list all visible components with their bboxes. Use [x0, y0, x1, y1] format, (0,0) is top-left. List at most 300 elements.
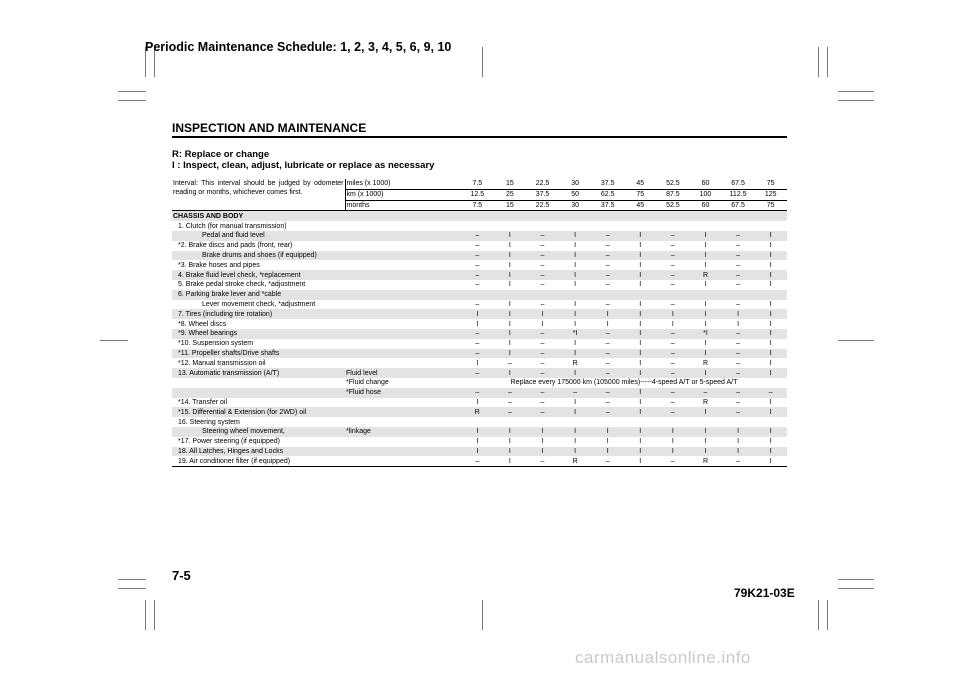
row-value	[559, 290, 592, 300]
row-value: I	[526, 447, 559, 457]
row-item: Steering wheel movement,	[172, 427, 345, 437]
interval-unit: km (x 1000)	[345, 189, 461, 200]
row-value	[494, 290, 527, 300]
row-value: R	[572, 359, 578, 367]
row-value: I	[541, 320, 544, 328]
row-value: –	[507, 398, 512, 406]
schedule-row	[172, 241, 787, 251]
row-value	[754, 417, 787, 427]
row-value: I	[754, 368, 787, 378]
row-value: R	[689, 270, 722, 280]
row-value: –	[526, 270, 559, 280]
row-value: I	[461, 309, 494, 319]
row-subitem	[345, 358, 461, 368]
row-value: I	[508, 281, 511, 289]
row-value: I	[624, 309, 657, 319]
row-value: I	[754, 407, 787, 417]
schedule-row	[172, 447, 787, 457]
row-subitem	[345, 319, 461, 329]
legend-replace: R: Replace or change	[172, 149, 270, 160]
crop-mark	[154, 600, 155, 630]
schedule-row	[172, 319, 787, 329]
schedule-row	[172, 290, 787, 300]
row-value	[624, 417, 657, 427]
row-value: I	[639, 438, 642, 446]
schedule-row	[172, 329, 787, 339]
row-item: *8. Wheel discs	[178, 320, 227, 328]
row-subitem	[345, 231, 461, 241]
row-item: 18. All Latches, Hinges and Locks	[172, 447, 345, 457]
row-value: I	[704, 281, 707, 289]
interval-value: 45	[624, 179, 657, 189]
schedule-row	[172, 300, 787, 310]
row-subitem	[345, 221, 461, 231]
crop-mark	[827, 600, 828, 630]
interval-value: 67.5	[722, 200, 755, 211]
row-value: –	[605, 261, 610, 269]
interval-value: 45	[624, 200, 657, 211]
crop-mark	[482, 600, 483, 630]
interval-value: 60	[689, 179, 722, 189]
row-value: –	[526, 231, 559, 241]
row-value: I	[606, 320, 609, 328]
row-value: –	[591, 270, 624, 280]
row-value: –	[461, 231, 494, 241]
row-value: –	[591, 349, 624, 359]
row-value: I	[754, 456, 787, 466]
row-value	[722, 221, 755, 231]
crop-mark	[838, 100, 874, 101]
row-value: I	[754, 447, 787, 457]
row-value: I	[704, 320, 707, 328]
row-value: I	[639, 340, 642, 348]
row-value: –	[722, 231, 755, 241]
row-value: I	[754, 329, 787, 339]
row-value: I	[541, 438, 544, 446]
section-rule	[172, 136, 787, 138]
row-item: *9. Wheel bearings	[172, 329, 345, 339]
row-value: I	[559, 447, 592, 457]
row-value: –	[722, 407, 755, 417]
legend	[172, 149, 434, 171]
page-number: 7-5	[172, 568, 191, 583]
row-value: I	[689, 427, 722, 437]
crop-mark	[118, 579, 146, 580]
row-value: –	[736, 242, 741, 250]
row-value: –	[461, 329, 494, 339]
row-value: –	[605, 242, 610, 250]
row-value: I	[494, 447, 527, 457]
row-value: –	[605, 340, 610, 348]
row-item: *12. Manual transmission oil	[178, 359, 266, 367]
row-value: I	[722, 309, 755, 319]
row-value: –	[605, 281, 610, 289]
row-value: I	[737, 320, 740, 328]
row-subitem	[345, 398, 461, 408]
row-value: –	[722, 270, 755, 280]
row-value: –	[670, 300, 675, 308]
row-item: 19. Air conditioner filter (if equipped)	[172, 456, 345, 466]
row-value: –	[461, 349, 494, 359]
row-value: –	[736, 398, 741, 406]
row-value: –	[736, 359, 741, 367]
row-value: –	[722, 329, 755, 339]
interval-value: 75	[754, 200, 787, 211]
row-value: I	[559, 427, 592, 437]
row-value: –	[475, 281, 480, 289]
row-value: –	[657, 251, 690, 261]
schedule-row	[172, 456, 787, 466]
row-value	[526, 221, 559, 231]
row-value: –	[591, 456, 624, 466]
row-value: –	[591, 388, 624, 398]
row-value	[754, 290, 787, 300]
row-value: I	[689, 368, 722, 378]
row-value	[591, 417, 624, 427]
row-value: –	[670, 261, 675, 269]
row-value: I	[639, 242, 642, 250]
row-value: I	[574, 242, 577, 250]
legend-inspect: I : Inspect, clean, adjust, lubricate or replace as necessary	[172, 160, 435, 171]
schedule-row	[172, 339, 787, 349]
row-value: I	[574, 340, 577, 348]
row-value: I	[657, 447, 690, 457]
interval-value: 15	[494, 200, 527, 211]
row-value: –	[540, 242, 545, 250]
row-item	[172, 378, 345, 388]
row-value: I	[689, 231, 722, 241]
row-value: –	[540, 398, 545, 406]
row-value: R	[461, 407, 494, 417]
row-item: 7. Tires (including tire rotation)	[172, 309, 345, 319]
row-value	[754, 221, 787, 231]
row-value: I	[624, 447, 657, 457]
row-value	[526, 417, 559, 427]
row-value: –	[540, 261, 545, 269]
row-value: I	[494, 309, 527, 319]
row-value: I	[639, 359, 642, 367]
schedule-row	[172, 349, 787, 359]
row-value: –	[722, 251, 755, 261]
row-value	[722, 290, 755, 300]
row-item: *14. Transfer oil	[178, 398, 228, 406]
row-value: –	[736, 261, 741, 269]
row-value: –	[605, 398, 610, 406]
crop-mark	[145, 600, 146, 630]
interval-value: 52.5	[657, 179, 690, 189]
row-value: I	[754, 251, 787, 261]
row-value: –	[657, 368, 690, 378]
row-value	[689, 417, 722, 427]
interval-value: 60	[689, 200, 722, 211]
row-value: I	[639, 300, 642, 308]
row-value: I	[704, 242, 707, 250]
row-subitem: Fluid level	[345, 368, 461, 378]
row-value: I	[704, 438, 707, 446]
row-value: –	[591, 251, 624, 261]
interval-value: 7.5	[461, 200, 494, 211]
row-value: I	[574, 281, 577, 289]
interval-value: 30	[559, 200, 592, 211]
row-value: –	[591, 329, 624, 339]
row-value: –	[657, 407, 690, 417]
row-value: I	[461, 447, 494, 457]
row-item: Brake drums and shoes (if equipped)	[172, 251, 345, 261]
row-span-note: Replace every 175000 km (105000 miles)-----4-speed A/T or 5-speed A/T	[510, 379, 738, 387]
row-value: I	[494, 349, 527, 359]
row-value	[624, 221, 657, 231]
row-value	[591, 290, 624, 300]
row-value: I	[639, 261, 642, 269]
row-subitem: *Fluid change	[346, 379, 389, 387]
row-value: –	[461, 270, 494, 280]
row-subitem	[345, 290, 461, 300]
row-item: 16. Steering system	[178, 418, 240, 426]
row-value: I	[508, 242, 511, 250]
row-value: I	[494, 231, 527, 241]
row-subitem	[345, 417, 461, 427]
row-item: *3. Brake hoses and pipes	[178, 261, 260, 269]
row-subitem	[345, 456, 461, 466]
row-value: –	[591, 407, 624, 417]
row-value: I	[769, 281, 772, 289]
schedule-row	[172, 260, 787, 270]
row-value: I	[689, 349, 722, 359]
schedule-row	[172, 221, 787, 231]
row-value: –	[670, 281, 675, 289]
row-value: –	[461, 368, 494, 378]
row-value: –	[657, 231, 690, 241]
row-value: I	[722, 447, 755, 457]
row-value: I	[754, 309, 787, 319]
row-value: I	[704, 340, 707, 348]
crop-mark	[838, 588, 874, 589]
interval-value: 25	[494, 189, 527, 200]
row-value: I	[754, 427, 787, 437]
row-item: 1. Clutch (for manual transmission)	[178, 222, 287, 230]
row-item: Lever movement check, *adjustment	[202, 300, 316, 308]
row-value: –	[670, 398, 675, 406]
row-value: –	[591, 368, 624, 378]
row-value	[591, 221, 624, 231]
row-item: 6. Parking brake lever and *cable	[172, 290, 345, 300]
crop-mark	[482, 47, 483, 77]
schedule-row	[172, 437, 787, 447]
row-item: *17. Power steering (if equipped)	[178, 438, 280, 446]
row-value: I	[591, 309, 624, 319]
row-value: I	[769, 261, 772, 269]
row-value: I	[689, 447, 722, 457]
row-value: I	[606, 438, 609, 446]
row-item: *15. Differential & Extension (for 2WD) oil	[172, 407, 345, 417]
interval-value: 37.5	[526, 189, 559, 200]
row-value: I	[722, 427, 755, 437]
row-value: I	[476, 359, 479, 367]
row-item: *10. Suspension system	[178, 340, 254, 348]
row-subitem	[345, 251, 461, 261]
watermark: carmanualsonline.info	[575, 648, 751, 667]
row-value: I	[574, 261, 577, 269]
doc-code: 79K21-03E	[734, 586, 795, 600]
row-value	[461, 290, 494, 300]
row-value: –	[494, 407, 527, 417]
row-value: I	[769, 438, 772, 446]
row-value: I	[769, 242, 772, 250]
row-value: I	[624, 270, 657, 280]
row-value: I	[639, 320, 642, 328]
row-value	[526, 290, 559, 300]
section-title: CHASSIS AND BODY	[172, 211, 787, 221]
row-value: I	[494, 329, 527, 339]
row-value: I	[769, 340, 772, 348]
crop-mark	[818, 47, 819, 77]
row-value: I	[476, 398, 479, 406]
row-value: R	[559, 456, 592, 466]
header-row	[172, 179, 787, 189]
row-value: I	[769, 300, 772, 308]
interval-value: 87.5	[657, 189, 690, 200]
row-value: I	[494, 456, 527, 466]
row-value: I	[671, 320, 674, 328]
schedule-row	[172, 398, 787, 408]
row-value: –	[657, 349, 690, 359]
schedule-row	[172, 309, 787, 319]
row-value: I	[559, 231, 592, 241]
row-value: –	[526, 349, 559, 359]
row-value: I	[574, 300, 577, 308]
row-value: I	[754, 270, 787, 280]
row-value: –	[657, 329, 690, 339]
row-value: –	[475, 340, 480, 348]
schedule-row	[172, 378, 787, 388]
interval-value: 37.5	[591, 179, 624, 189]
crop-mark	[118, 588, 146, 589]
interval-unit: months	[345, 200, 461, 211]
crop-mark	[100, 340, 128, 341]
row-value: I	[657, 427, 690, 437]
interval-value: 15	[494, 179, 527, 189]
row-value: I	[461, 427, 494, 437]
row-value	[461, 417, 494, 427]
row-value: I	[689, 251, 722, 261]
row-value: –	[657, 388, 690, 398]
interval-note: Interval: This interval should be judged by odometer reading or months, whichever comes first.	[172, 179, 345, 211]
maintenance-schedule-table	[172, 179, 787, 467]
row-value: –	[736, 300, 741, 308]
row-value: –	[461, 456, 494, 466]
row-value: R	[702, 398, 708, 406]
row-value: I	[769, 359, 772, 367]
row-value: –	[591, 231, 624, 241]
row-value	[722, 417, 755, 427]
row-item: 5. Brake pedal stroke check, *adjustment	[178, 281, 306, 289]
row-item: *2. Brake discs and pads (front, rear)	[178, 242, 293, 250]
row-value: I	[526, 427, 559, 437]
schedule-row	[172, 368, 787, 378]
schedule-row	[172, 358, 787, 368]
row-value: –	[461, 388, 494, 398]
row-value: I	[559, 349, 592, 359]
row-value: I	[671, 438, 674, 446]
row-value: –	[475, 261, 480, 269]
row-subitem	[345, 300, 461, 310]
row-value: –	[540, 340, 545, 348]
row-value: I	[574, 320, 577, 328]
row-value	[559, 221, 592, 231]
row-value: I	[476, 320, 479, 328]
row-subitem	[345, 349, 461, 359]
interval-value: 75	[754, 179, 787, 189]
row-value: I	[624, 251, 657, 261]
row-value: –	[540, 359, 545, 367]
row-value: I	[639, 281, 642, 289]
schedule-row	[172, 270, 787, 280]
row-value: I	[624, 368, 657, 378]
row-value: I	[559, 368, 592, 378]
row-value: I	[559, 407, 592, 417]
interval-value: 112.5	[722, 189, 755, 200]
row-subitem	[345, 280, 461, 290]
interval-value: 7.5	[461, 179, 494, 189]
row-item: 4. Brake fluid level check, *replacement	[172, 270, 345, 280]
row-value: I	[657, 309, 690, 319]
row-value: I	[494, 427, 527, 437]
row-value: –	[475, 300, 480, 308]
row-value: I	[689, 309, 722, 319]
row-value: –	[670, 340, 675, 348]
row-value: –	[722, 349, 755, 359]
row-value: I	[704, 261, 707, 269]
row-value: –	[605, 300, 610, 308]
row-value: I	[591, 447, 624, 457]
crop-mark	[838, 579, 874, 580]
row-subitem	[345, 339, 461, 349]
row-value: I	[508, 320, 511, 328]
row-value: I	[559, 309, 592, 319]
row-value: I	[624, 407, 657, 417]
row-value	[657, 221, 690, 231]
row-value: I	[769, 320, 772, 328]
interval-value: 37.5	[591, 200, 624, 211]
row-item: Pedal and fluid level	[172, 231, 345, 241]
row-value: I	[559, 270, 592, 280]
row-value	[461, 221, 494, 231]
row-value: I	[624, 329, 657, 339]
row-subitem: *linkage	[345, 427, 461, 437]
row-value: I	[494, 368, 527, 378]
row-value: I	[476, 438, 479, 446]
crop-mark	[827, 47, 828, 77]
row-value	[657, 417, 690, 427]
interval-value: 30	[559, 179, 592, 189]
row-value: –	[736, 340, 741, 348]
row-value: R	[689, 456, 722, 466]
row-subitem	[345, 309, 461, 319]
row-value: I	[591, 427, 624, 437]
row-subitem	[345, 437, 461, 447]
crop-mark	[838, 340, 874, 341]
row-value	[494, 221, 527, 231]
row-value: –	[657, 456, 690, 466]
schedule-row	[172, 251, 787, 261]
row-value: I	[624, 388, 657, 398]
schedule-row	[172, 407, 787, 417]
row-value: I	[754, 231, 787, 241]
row-value	[657, 290, 690, 300]
row-value: –	[559, 388, 592, 398]
row-value: –	[670, 242, 675, 250]
row-value: –	[526, 329, 559, 339]
